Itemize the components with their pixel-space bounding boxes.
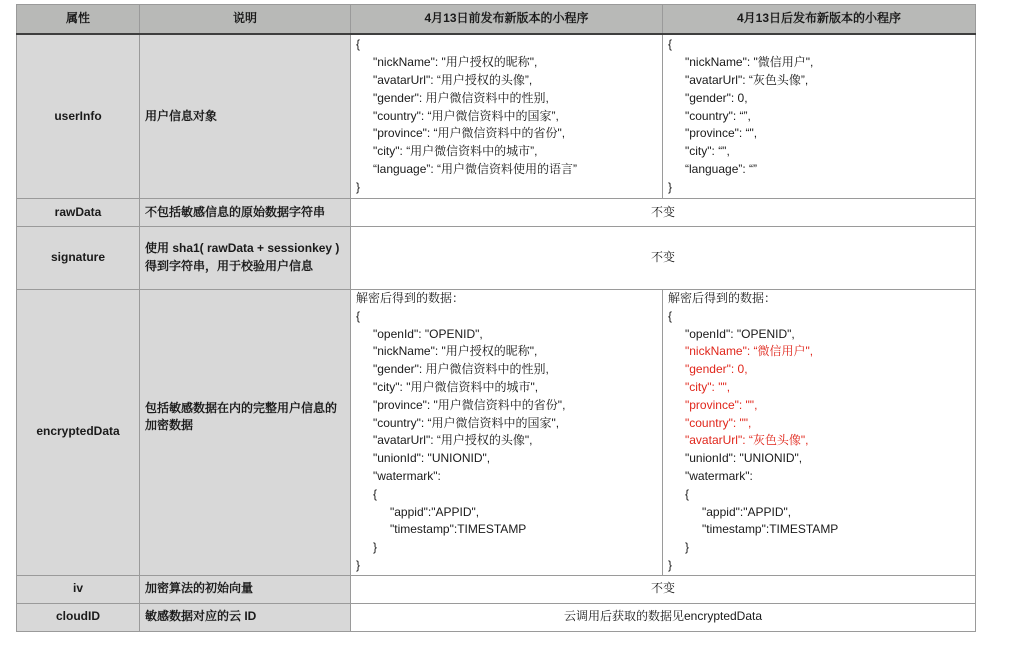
code-line: "unionId": "UNIONID", <box>685 451 803 466</box>
code-line: "province": “", <box>685 126 758 141</box>
description-cell <box>140 290 351 576</box>
changed-code-line: "city": "", <box>685 379 731 394</box>
code-line: } <box>356 179 361 194</box>
unchanged-value-cell: 不变 <box>351 575 976 603</box>
code-line: "country": “用户微信资料中的国家”, <box>373 108 559 123</box>
code-line: "timestamp":TIMESTAMP <box>390 522 527 537</box>
code-line: "city": “用户微信资料中的城市”, <box>373 144 538 159</box>
cloudid-value-cell: 云调用后获取的数据见encryptedData <box>351 603 976 631</box>
property-cell: iv <box>17 575 140 603</box>
code-line: { <box>668 37 673 52</box>
table-row-rawdata <box>17 199 976 227</box>
code-line: } <box>668 179 673 194</box>
code-line: “language”: “” <box>685 161 758 176</box>
changed-code-line: "nickName": “微信用户", <box>685 344 814 359</box>
unchanged-value-cell: 不变 <box>351 199 976 227</box>
code-line: { <box>373 486 378 501</box>
description-cell: 敏感数据对应的云 ID <box>140 603 351 631</box>
changed-code-line: "avatarUrl": “灰色头像", <box>685 433 809 448</box>
property-cell: encryptedData <box>17 290 140 576</box>
header-before-0413: 4月13日前发布新版本的小程序 <box>351 5 663 35</box>
code-line: "nickName": "微信用户", <box>685 55 814 70</box>
description-cell: 加密算法的初始向量 <box>140 575 351 603</box>
code-line: } <box>685 540 690 555</box>
code-line: "openId": "OPENID", <box>685 326 795 341</box>
code-line: "city": “", <box>685 144 730 159</box>
code-line: "openId": "OPENID", <box>373 326 483 341</box>
table-header-row <box>17 5 976 35</box>
changed-code-line: "gender": 0, <box>685 362 748 377</box>
description-cell: 用户信息对象 <box>140 34 351 199</box>
after-value-cell <box>663 290 976 576</box>
code-line: "city": "用户微信资料中的城市", <box>373 379 539 394</box>
code-line: "unionId": "UNIONID", <box>373 451 491 466</box>
code-line: "gender": 0, <box>685 90 748 105</box>
description-cell: 不包括敏感信息的原始数据字符串 <box>140 199 351 227</box>
property-cell: cloudID <box>17 603 140 631</box>
property-cell: signature <box>17 227 140 290</box>
table-row-cloudid <box>17 603 976 631</box>
property-cell: rawData <box>17 199 140 227</box>
code-line: "timestamp":TIMESTAMP <box>702 522 839 537</box>
code-line: "gender": 用户微信资料中的性别, <box>373 90 549 105</box>
decrypted-title: 解密后得到的数据： <box>668 291 777 305</box>
code-line: "appid":"APPID", <box>390 504 480 519</box>
after-value-cell <box>663 34 976 199</box>
changed-code-line: "country": "", <box>685 415 752 430</box>
code-line: "country": “”, <box>685 108 751 123</box>
table-row-userinfo <box>17 34 976 199</box>
code-line: "avatarUrl": “灰色头像”, <box>685 73 809 87</box>
decrypted-title: 解密后得到的数据： <box>356 291 465 305</box>
code-line: "avatarUrl": “用户授权的头像", <box>373 433 533 448</box>
header-property: 属性 <box>17 5 140 35</box>
table-row-encrypteddata <box>17 290 976 576</box>
user-info-comparison-table <box>16 4 976 632</box>
code-line: "gender": 用户微信资料中的性别, <box>373 362 549 377</box>
code-line: } <box>668 557 673 572</box>
code-line: "watermark": <box>685 468 753 483</box>
code-line: { <box>356 308 361 323</box>
code-line: "nickName": "用户授权的昵称", <box>373 55 538 70</box>
code-line: { <box>356 37 361 52</box>
header-after-0413: 4月13日后发布新版本的小程序 <box>663 5 976 35</box>
code-line: “language”: “用户微信资料使用的语言” <box>373 161 578 176</box>
description-text: 包括敏感数据在内的完整用户信息的加密数据 <box>145 400 338 433</box>
code-line: { <box>685 486 690 501</box>
code-line: "country": “用户微信资料中的国家", <box>373 415 560 430</box>
code-line: "appid":"APPID", <box>702 504 792 519</box>
unchanged-value-cell: 不变 <box>351 227 976 290</box>
code-line: } <box>356 557 361 572</box>
table-row-signature <box>17 227 976 290</box>
code-line: "province": “用户微信资料中的省份", <box>373 126 566 141</box>
code-line: "nickName": "用户授权的昵称", <box>373 344 538 359</box>
table-row-iv <box>17 575 976 603</box>
code-line: "watermark": <box>373 468 441 483</box>
code-line: "province": "用户微信资料中的省份", <box>373 397 566 412</box>
description-cell: 使用 sha1( rawData + sessionkey ) 得到字符串，用于校验用户信息 <box>140 227 351 290</box>
header-description: 说明 <box>140 5 351 35</box>
code-line: } <box>373 540 378 555</box>
changed-code-line: "province": "", <box>685 397 758 412</box>
code-line: "avatarUrl": “用户授权的头像”, <box>373 73 533 87</box>
code-line: { <box>668 308 673 323</box>
before-value-cell <box>351 34 663 199</box>
before-value-cell <box>351 290 663 576</box>
property-cell: userInfo <box>17 34 140 199</box>
